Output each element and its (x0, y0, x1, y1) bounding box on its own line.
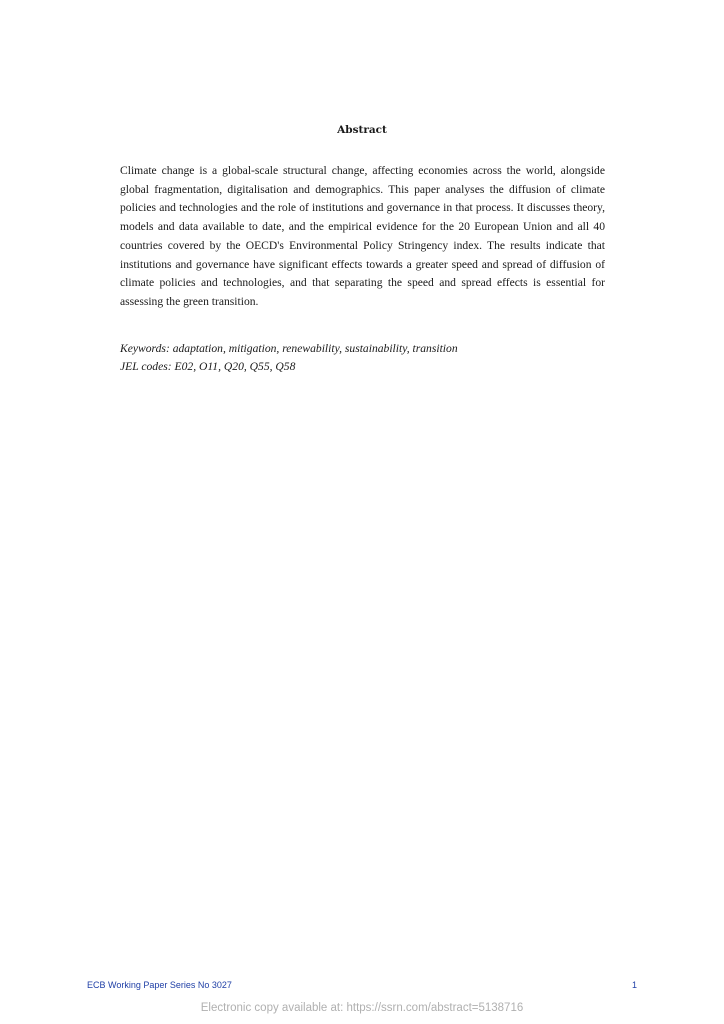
keywords-block (120, 340, 605, 376)
abstract-heading: Abstract (337, 124, 387, 136)
footer-series-title: ECB Working Paper Series No 3027 (87, 980, 232, 990)
ssrn-watermark: Electronic copy available at: https://ssrn.com/abstract=5138716 (200, 1002, 524, 1014)
keywords-line: Keywords: adaptation, mitigation, renewability, sustainability, transition (120, 342, 458, 355)
jel-codes-line: JEL codes: E02, O11, Q20, Q55, Q58 (120, 360, 296, 373)
footer-page-number: 1 (631, 980, 637, 990)
abstract-body: Climate change is a global-scale structural change, affecting economies across the world, alongside global fragmentation, digitalisation and demographics. This paper analyses the diffusion of climate policies and technologies and the role of institutions and governance in that process. It discusses theory, models and data available to date, and the empirical evidence for the 20 European Union and all 40 countries covered by the OECD's Environmental Policy Stringency index. The results indicate that institutions and governance have significant effects towards a greater speed and spread of diffusion of climate policies and technologies, and that separating the speed and spread effects is essential for assessing the green transition. (120, 164, 605, 308)
